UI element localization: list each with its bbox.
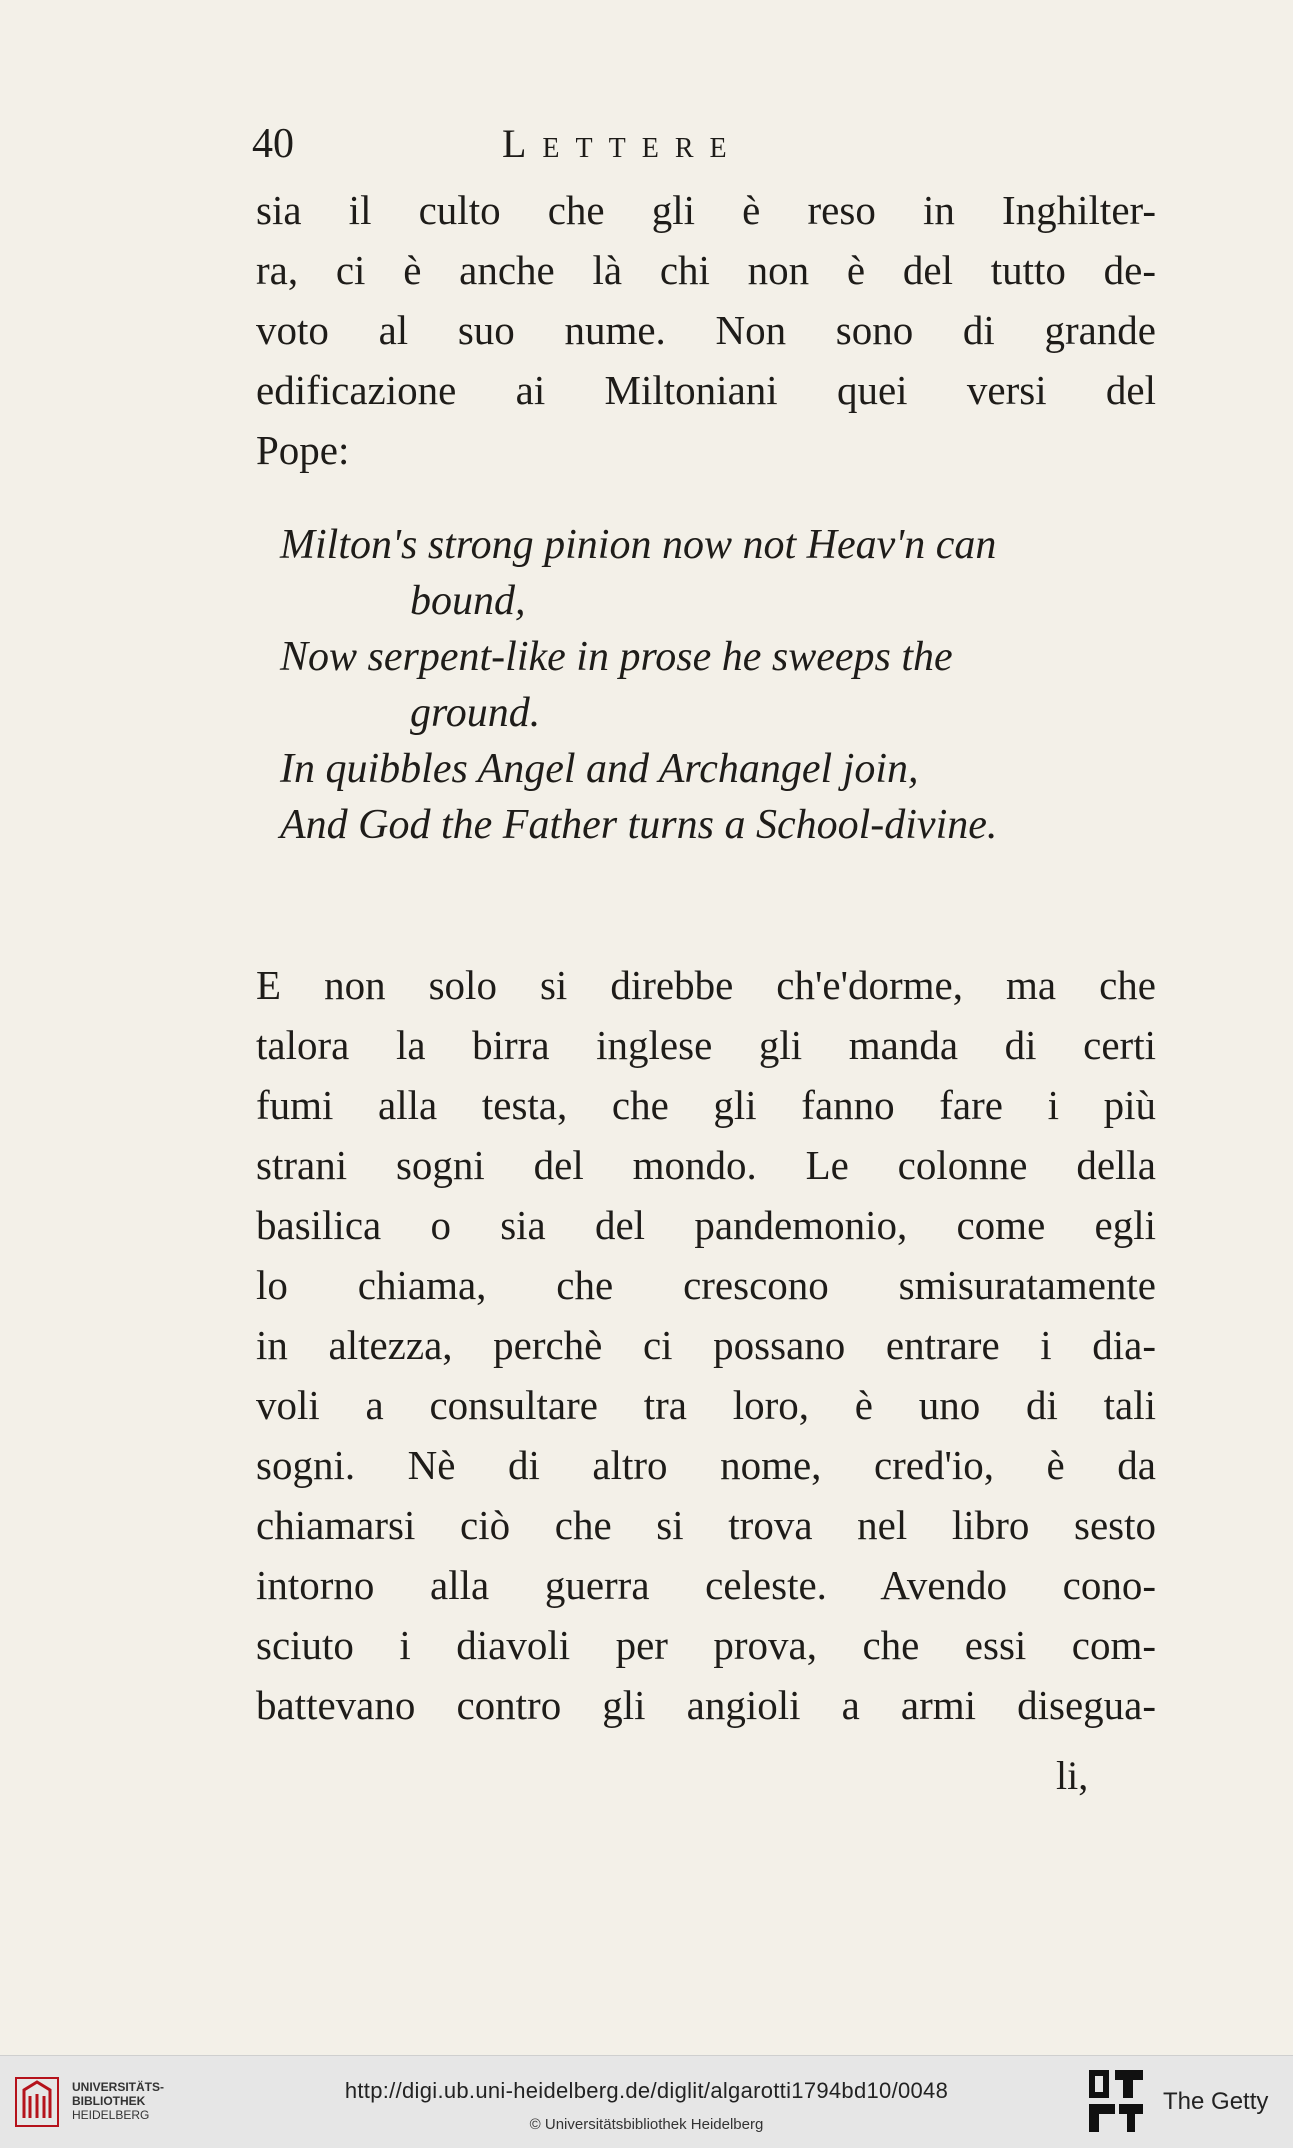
verse-quotation [280,517,1160,853]
text-line: voli a consultare tra loro, è uno di tali [256,1382,1156,1428]
library-city: HEIDELBERG [72,2108,150,2122]
text-line: battevano contro gli angioli a armi disegua- [256,1682,1156,1728]
text-line: fumi alla testa, che gli fanno fare i più [256,1082,1156,1128]
text-line: sia il culto che gli è reso in Inghilter- [256,187,1156,233]
verse-line: bound, [410,578,526,624]
text-line: intorno alla guerra celeste. Avendo cono- [256,1562,1156,1608]
copyright-notice: © Universitätsbibliothek Heidelberg [529,2116,764,2133]
page-number: 40 [252,121,294,167]
verse-line: ground. [410,690,541,736]
getty-label: The Getty [1163,2088,1269,2115]
page-header [252,118,1152,170]
running-head: Lettere [502,121,743,166]
text-line: in altezza, perchè ci possano entrare i dia- [256,1322,1156,1368]
text-line: basilica o sia del pandemonio, come egli [256,1202,1156,1248]
paragraph-2 [256,955,1156,1735]
text-line: ra, ci è anche là chi non è del tutto de- [256,247,1156,293]
getty-logo-icon [1087,2068,1145,2134]
text-line: chiamarsi ciò che si trova nel libro sesto [256,1502,1156,1548]
text-line: voto al suo nume. Non sono di grande [256,307,1156,353]
catchword: li, [1056,1753,1089,1798]
library-name-line: BIBLIOTHEK [72,2094,146,2108]
text-line: sogni. Nè di altro nome, cred'io, è da [256,1442,1156,1488]
paragraph-1 [256,180,1156,480]
verse-line: Now serpent-like in prose he sweeps the [280,634,953,680]
text-line: sciuto i diavoli per prova, che essi com- [256,1622,1156,1668]
verse-line: And God the Father turns a School-divine. [280,802,998,848]
text-line: E non solo si direbbe ch'e'dorme, ma che [256,962,1156,1008]
text-line: edificazione ai Miltoniani quei versi del [256,367,1156,413]
text-line: talora la birra inglese gli manda di certi [256,1022,1156,1068]
verse-line: In quibbles Angel and Archangel join, [280,746,919,792]
library-name-line: UNIVERSITÄTS- [72,2080,165,2094]
footer-bar [0,2055,1293,2148]
permalink-url[interactable]: http://digi.ub.uni-heidelberg.de/diglit/algarotti1794bd10/0048 [344,2078,949,2103]
verse-line: Milton's strong pinion now not Heav'n can [280,522,997,568]
text-line: lo chiama, che crescono smisuratamente [256,1262,1156,1308]
text-line: Pope: [256,427,350,473]
text-line: strani sogni del mondo. Le colonne della [256,1142,1156,1188]
